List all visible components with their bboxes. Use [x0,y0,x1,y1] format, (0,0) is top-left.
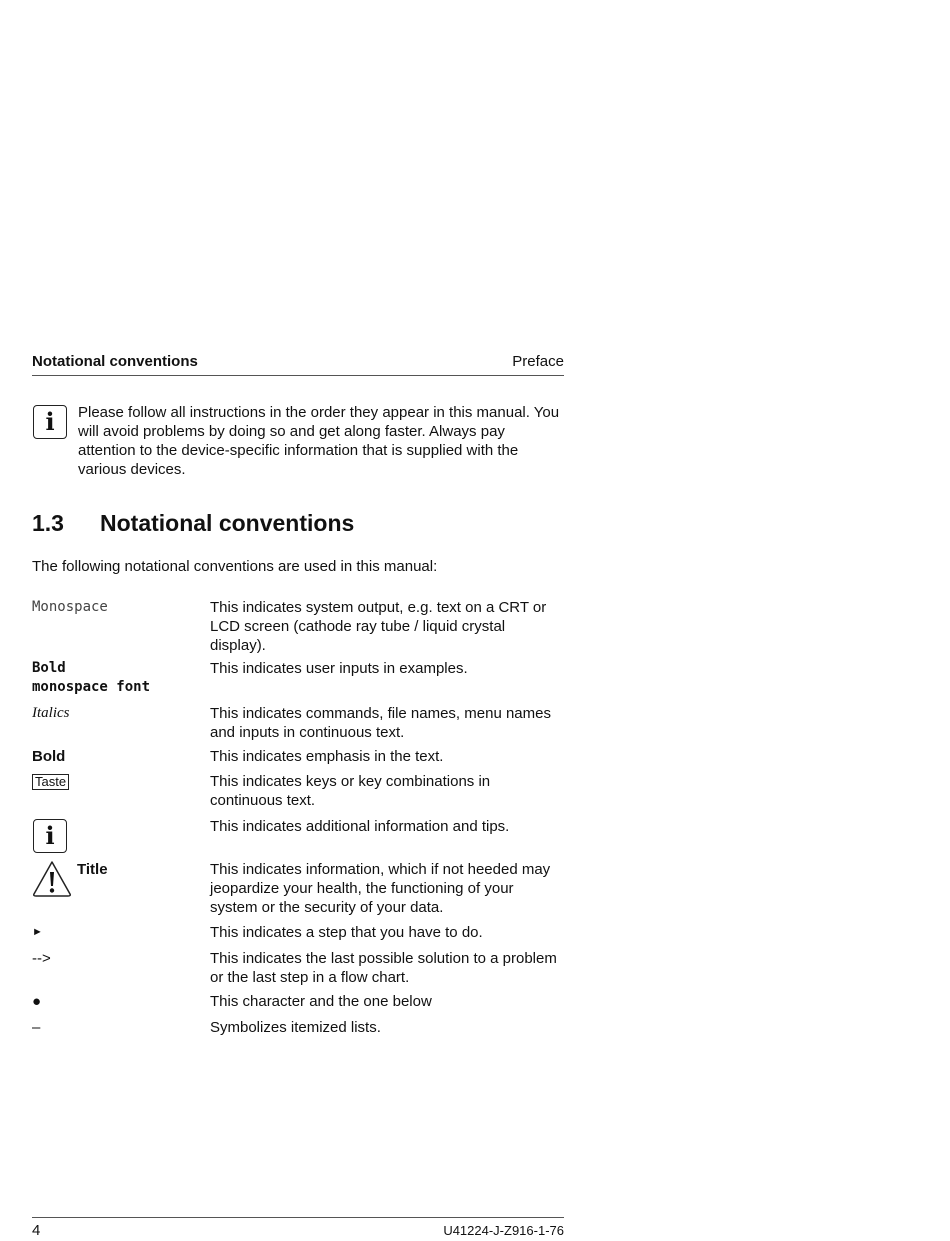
convention-desc: This indicates the last possible solution to a problem or the last step in a flow chart. [210,950,557,986]
info-icon: i [33,405,67,439]
convention-term-bold-monospace [32,659,202,697]
section-heading [32,510,354,537]
dash-icon: – [32,1019,41,1036]
notice-text: Please follow all instructions in the order they appear in this manual. You will avoid problems by doing so and get along faster. Always pay attention to the device-specific information that is supplied with the various devices. [78,404,560,478]
key-cap: Taste [32,774,69,790]
warning-title: Title [77,861,108,878]
convention-term-last-step: --> [32,950,51,967]
term-line: Bold [32,660,66,676]
intro-paragraph: The following notational conventions are used in this manual: [32,558,438,575]
convention-desc: This indicates commands, file names, menu names and inputs in continuous text. [210,705,551,741]
step-arrow-icon: ► [32,926,43,938]
convention-term-key [32,772,202,791]
bullet-icon: ● [32,993,42,1010]
header-section-title: Notational conventions [32,353,198,370]
convention-desc: This indicates system output, e.g. text on a CRT or LCD screen (cathode ray tube / liquid crystal display). [210,599,547,654]
section-title: Notational conventions [100,510,355,536]
convention-desc: This indicates keys or key combinations in continuous text. [210,773,491,809]
page-number: 4 [32,1222,41,1239]
convention-term-italics: Italics [32,705,70,721]
header-chapter: Preface [512,353,564,370]
document-id: U41224-J-Z916-1-76 [443,1223,564,1238]
term-line: monospace font [32,679,151,695]
section-number: 1.3 [32,510,64,536]
convention-term-monospace: Monospace [32,599,108,615]
convention-desc: This character and the one below [210,993,432,1010]
warning-icon [32,860,72,898]
convention-desc: This indicates additional information and tips. [210,818,510,835]
convention-term-bold: Bold [32,748,66,765]
page-footer [32,1217,564,1240]
convention-desc: This indicates a step that you have to do. [210,924,483,941]
info-icon: i [33,819,67,853]
page-header [32,353,564,376]
convention-desc: This indicates user inputs in examples. [210,660,468,677]
convention-desc: This indicates information, which if not heeded may jeopardize your health, the functioning of your system or the security of your data. [210,861,551,916]
convention-desc: This indicates emphasis in the text. [210,748,444,765]
convention-desc: Symbolizes itemized lists. [210,1019,381,1036]
